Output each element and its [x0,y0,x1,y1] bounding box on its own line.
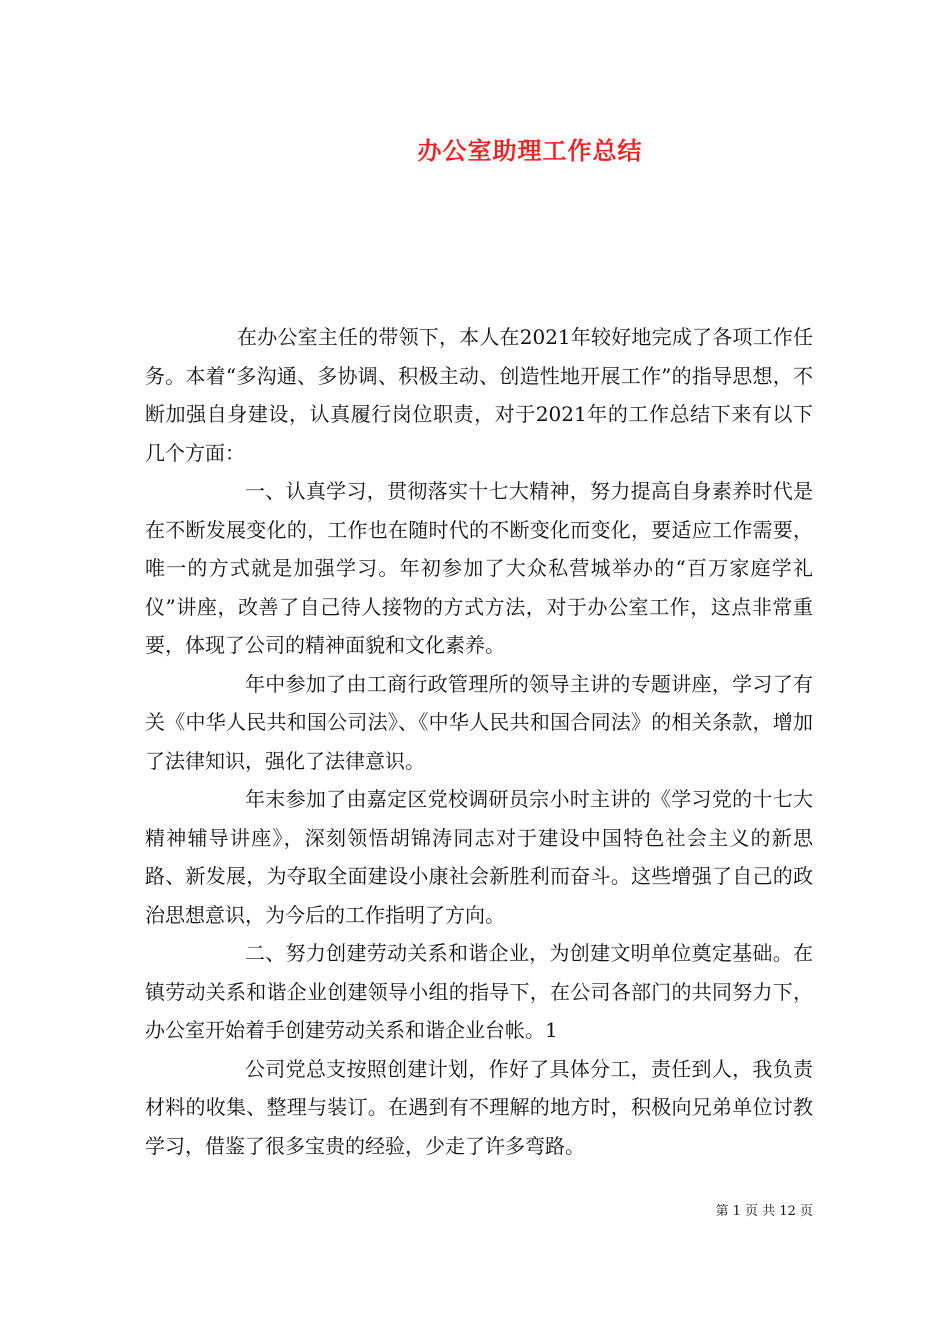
document-title: 办公室助理工作总结 [417,136,643,165]
document-body [145,318,813,1165]
paragraph-section-one: 一、认真学习，贯彻落实十七大精神，努力提高自身素养时代是在不断发展变化的，工作也在随时代的不断变化而变化，要适应工作需要，唯一的方式就是加强学习。年初参加了大众私营城举办的“百万家庭学礼仪”讲座，改善了自己待人接物的方式方法，对于办公室工作，这点非常重要，体现了公司的精神面貌和文化素养。 [145,479,813,657]
paragraph-intro: 在办公室主任的带领下，本人在2021年较好地完成了各项工作任务。本着“多沟通、多协调、积极主动、创造性地开展工作”的指导思想，不断加强自身建设，认真履行岗位职责，对于2021年的工作总结下来有以下几个方面： [145,325,813,465]
paragraph-section-two: 二、努力创建劳动关系和谐企业，为创建文明单位奠定基础。在镇劳动关系和谐企业创建领导小组的指导下，在公司各部门的共同努力下，办公室开始着手创建劳动关系和谐企业台帐。1 [145,941,813,1042]
paragraph-party-branch: 公司党总支按照创建计划，作好了具体分工，责任到人，我负责材料的收集、整理与装订。在遇到有不理解的地方时，积极向兄弟单位讨教学习，借鉴了很多宝贵的经验，少走了许多弯路。 [145,1056,813,1158]
page-number: 第 1 页 共 12 页 [715,1204,813,1219]
paragraph-mid-year: 年中参加了由工商行政管理所的领导主讲的专题讲座，学习了有关《中华人民共和国公司法》、《中华人民共和国合同法》的相关条款，增加了法律知识，强化了法律意识。 [145,671,813,773]
paragraph-year-end: 年末参加了由嘉定区党校调研员宗小时主讲的《学习党的十七大精神辅导讲座》，深刻领悟胡锦涛同志对于建设中国特色社会主义的新思路、新发展，为夺取全面建设小康社会新胜利而奋斗。这些增强了自己的政治思想意识，为今后的工作指明了方向。 [145,787,813,927]
